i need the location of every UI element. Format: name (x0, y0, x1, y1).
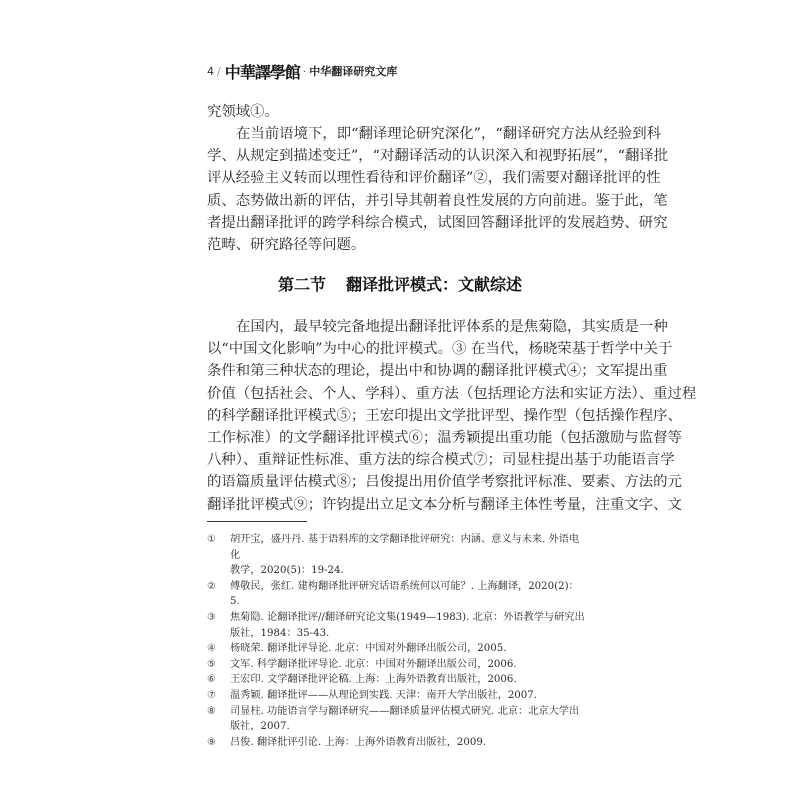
footnote-number (207, 626, 230, 642)
footnote (207, 735, 588, 751)
footnote-separator (207, 521, 307, 522)
text-line: 以“中国文化影响”为中心的批评模式。③ 在当代，杨晓荣基于哲学中关于 (207, 341, 673, 358)
section-number: 第二节 (277, 275, 326, 294)
footnote (207, 657, 588, 673)
text-line: 学、从规定到描述变迁”，“对翻译活动的认识深入和视野拓展”，“翻译批 (207, 148, 669, 165)
footnote-number: ⑨ (207, 736, 216, 748)
footnote (207, 719, 588, 735)
footnote (207, 563, 588, 579)
footnotes (207, 532, 588, 750)
divider: / (217, 64, 221, 78)
text-line: 质、态势做出新的评估，并引导其朝着良性发展的方向前进。鉴于此，笔 (207, 192, 668, 209)
footnote-number: ⑤ (207, 658, 216, 670)
text-line: 的科学翻译批评模式⑤；王宏印提出文学批评型、操作型（包括操作程序、 (207, 407, 682, 424)
footnote (207, 579, 588, 610)
footnote (207, 532, 588, 563)
paragraph-continuation (207, 101, 588, 123)
footnote-number: ④ (207, 643, 216, 655)
footnote-text: 司显柱. 功能语言学与翻译研究——翻译质量评估模式研究. 北京：北京大学出 (230, 705, 580, 717)
footnote-text: 版社，2007. (230, 721, 290, 733)
divider: · (302, 64, 307, 78)
text-line: 范畴、研究路径等问题。 (207, 236, 366, 253)
text-line: 的语篇质量评估模式⑧；吕俊提出用价值学考察批评标准、要素、方法的元 (207, 474, 682, 491)
footnote (207, 704, 588, 720)
text-line: 评从经验主义转而以理性看待和评价翻译”②，我们需要对翻译批评的性 (207, 170, 661, 187)
section-title: 翻译批评模式：文献综述 (346, 275, 523, 294)
footnote-text: 教学，2020(5)：19-24. (230, 565, 344, 577)
footnote-text: 吕俊. 翻译批评引论. 上海：上海外语教育出版社，2009. (230, 736, 487, 748)
running-header (207, 61, 397, 81)
text-line: 者提出翻译批评的跨学科综合模式，试图回答翻译批评的发展趋势、研究 (207, 214, 668, 231)
footnote-number: ① (207, 534, 216, 545)
footnote-number (207, 719, 230, 735)
footnote (207, 672, 588, 688)
series-title: 中华翻译研究文库 (309, 65, 398, 78)
footnote (207, 688, 588, 704)
footnote-text: 版社，1984：35-43. (230, 627, 330, 639)
footnote-text: 温秀颖. 翻译批评——从理论到实践. 天津：南开大学出版社，2007. (230, 689, 537, 701)
text-line: 在当前语境下，即“翻译理论研究深化”，“翻译研究方法从经验到科 (236, 126, 662, 142)
footnote-text: 胡开宝，盛丹丹. 基于语料库的文学翻译批评研究：内涵、意义与未来. 外语电化 (230, 534, 580, 561)
footnote-number (207, 563, 230, 579)
footnote-text: 杨晓荣. 翻译批评导论. 北京：中国对外翻译出版公司，2005. (230, 643, 507, 655)
text-line: 在国内，最早较完备地提出翻译批评体系的是焦菊隐，其实质是一种 (236, 319, 668, 335)
footnote (207, 641, 588, 657)
footnote-number: ③ (207, 611, 216, 623)
paragraph-context (207, 123, 669, 256)
footnote (207, 626, 588, 642)
text-line: 翻译批评模式⑨；许钧提出立足文本分析与翻译主体性考量，注重文字、文 (207, 496, 682, 513)
footnote-number: ② (207, 580, 216, 592)
text-line: 工作标准）的文学翻译批评模式⑥；温秀颖提出重功能（包括激励与监督等 (207, 429, 682, 446)
section-heading (0, 272, 800, 295)
text-line: 究领域①。 (207, 104, 279, 120)
footnote-number: ⑥ (207, 674, 216, 686)
publisher-logo: 中華譯學館 (224, 62, 300, 82)
footnote-text: 傅敬民，张红. 建构翻译批评研究话语系统何以可能？. 上海翻译，2020(2)：5. (230, 580, 579, 608)
text-line: 价值（包括社会、个人、学科）、重方法（包括理论方法和实证方法）、重过程 (207, 385, 697, 402)
paragraph-literature-review (207, 316, 697, 516)
page-number: 4 (207, 64, 214, 78)
footnote (207, 610, 588, 626)
text-line: 八种）、重辩证性标准、重方法的综合模式⑦；司显柱提出基于功能语言学 (207, 452, 675, 469)
footnote-text: 焦菊隐. 论翻译批评//翻译研究论文集(1949—1983). 北京：外语教学与研究出 (230, 611, 585, 623)
footnote-text: 文军. 科学翻译批评导论. 北京：中国对外翻译出版公司，2006. (230, 658, 517, 670)
footnote-number: ⑦ (207, 689, 216, 701)
footnote-text: 王宏印. 文学翻译批评论稿. 上海：上海外语教育出版社，2006. (230, 674, 517, 686)
footnote-number: ⑧ (207, 705, 216, 717)
text-line: 条件和第三种状态的理论，提出中和协调的翻译批评模式④；文军提出重 (207, 363, 668, 380)
